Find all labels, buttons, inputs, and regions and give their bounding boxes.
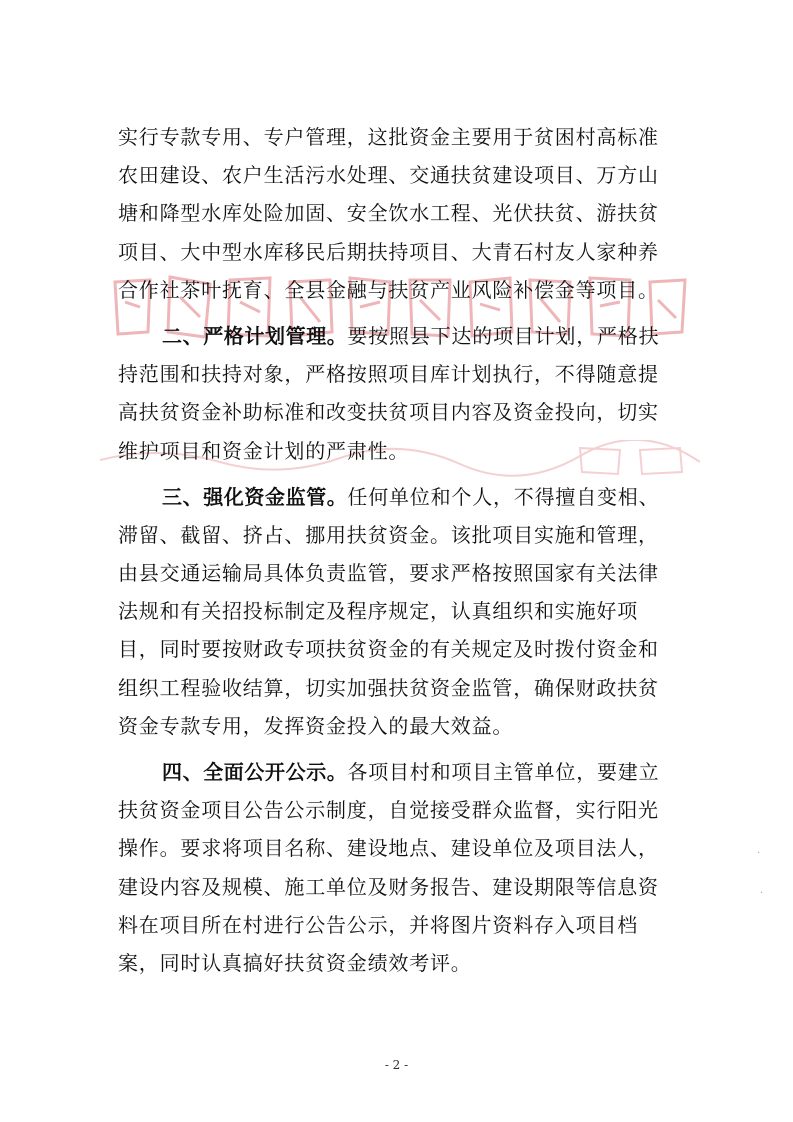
text-line: 实行专款专用、专户管理，这批资金主要用于贫困村高标准 [118,125,659,149]
paragraph-gap [118,470,684,478]
text-line: 法规和有关招投标制定及程序规定，认真组织和实施好项 [118,599,638,624]
text-line: 持范围和扶持对象，严格按照项目库计划执行，不得随意提 [118,362,659,387]
text-line: 塘和降型水库处险加固、安全饮水工程、光伏扶贫、游扶贫 [118,201,659,226]
section-heading: 二、严格计划管理。 [162,323,348,348]
section-heading: 四、全面公开公示。 [162,760,348,784]
text-line: 组织工程验收结算，切实加强扶贫资金监管，确保财政扶贫 [118,675,659,700]
text-line: 扶贫资金项目公告公示制度，自觉接受群众监督，实行阳光 [118,798,659,823]
section-public-disclosure [118,753,684,982]
text-line: 由县交通运输局具体负责监管，要求严格按照国家有关法律 [118,561,659,586]
section-fund-supervision [118,478,684,745]
text-line: 目，同时要按财政专项扶贫资金的有关规定及时拨付资金和 [118,637,659,662]
text-line: 建设内容及规模、施工单位及财务报告、建设期限等信息资 [118,874,659,899]
text-line: 操作。要求将项目名称、建设地点、建设单位及项目法人， [118,836,659,861]
paragraph-gap [118,745,684,753]
section-heading: 三、强化资金监管。 [162,484,348,509]
text-line: 案，同时认真搞好扶贫资金绩效考评。 [118,950,472,975]
section-text: 要按照县下达的项目计划，严格扶 [347,323,660,348]
paragraph-gap [118,309,684,317]
section-text: 各项目村和项目主管单位，要建立 [347,760,660,784]
text-line: 高扶贫资金补助标准和改变扶贫项目内容及资金投向，切实 [118,400,659,425]
paragraph-project-list [118,118,684,309]
text-line: 合作社茶叶抚育、全县金融与扶贫产业风险补偿金等项目。 [118,277,659,302]
section-text: 任何单位和个人，不得擅自变相、 [347,484,660,509]
text-line: 项目、大中型水库移民后期扶持项目、大青石村友人家种养 [118,239,659,264]
section-plan-management [118,317,684,470]
section-first-line [118,753,684,791]
scan-speck: · [757,848,761,859]
text-line: 维护项目和资金计划的严肃性。 [118,438,410,463]
text-line: 农田建设、农户生活污水处理、交通扶贫建设项目、万方山 [118,163,659,188]
page-number: - 2 - [384,1058,409,1072]
text-line: 资金专款专用，发挥资金投入的最大效益。 [118,713,514,738]
scan-speck: · [760,888,764,899]
text-line: 料在项目所在村进行公告公示，并将图片资料存入项目档 [118,912,638,937]
text-line: 滞留、截留、挤占、挪用扶贫资金。该批项目实施和管理， [118,522,659,547]
document-body [118,118,684,982]
section-first-line [118,478,684,516]
section-first-line [118,317,684,355]
